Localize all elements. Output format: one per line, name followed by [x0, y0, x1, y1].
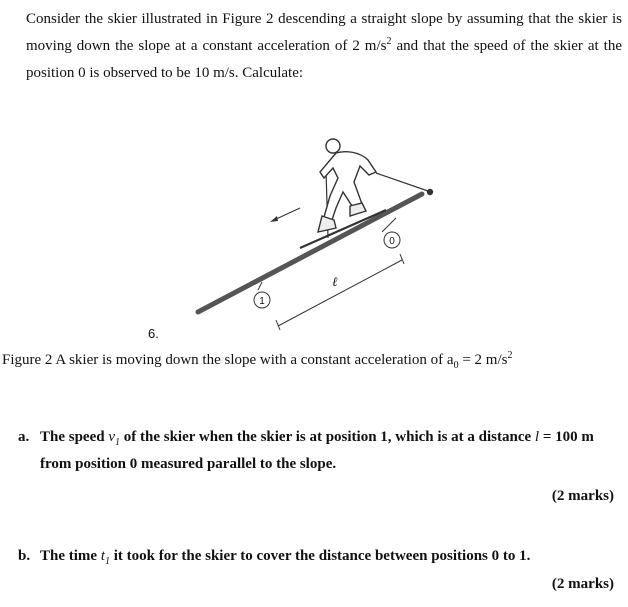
question-a-text-3: = 100 m from position 0 measured parallel to the slope. — [40, 429, 594, 472]
question-a-text-1: The speed — [40, 429, 109, 445]
question-a-var-sub: 1 — [115, 437, 121, 448]
question-b — [18, 543, 622, 570]
question-b-text-1: The time — [40, 548, 101, 564]
caption-text-2: = 2 m/s — [458, 352, 508, 368]
figure-number: 6. — [148, 326, 159, 341]
position-1-marker — [254, 282, 270, 308]
question-b-text — [40, 543, 622, 570]
question-a-text-2: of the skier when the skier is at position 1, which is at a distance — [120, 429, 535, 445]
question-a-var: v — [108, 429, 116, 445]
position-1-label: 1 — [259, 296, 265, 307]
problem-intro — [26, 6, 622, 87]
intro-superscript: 2 — [386, 36, 392, 47]
caption-text: Figure 2 A skier is moving down the slope with a constant acceleration of a — [2, 352, 454, 368]
question-a-text — [40, 424, 622, 478]
question-a-var2: l — [534, 429, 540, 445]
intro-text-1: Consider the skier illustrated in Figure 2 descending a straight slope by assuming that the skier is moving down the slope at a constant acceleration of 2 m/s — [26, 11, 622, 54]
question-a — [18, 424, 622, 478]
skier-figure — [150, 98, 450, 348]
question-b-label: b. — [18, 548, 31, 564]
question-a-label: a. — [18, 429, 30, 445]
caption-superscript: 2 — [507, 350, 513, 361]
motion-arrow — [270, 208, 300, 222]
position-0-label: 0 — [389, 236, 395, 247]
distance-label: ℓ — [332, 274, 338, 289]
skier-icon — [300, 139, 433, 248]
question-a-marks: (2 marks) — [551, 488, 614, 504]
slope-line — [198, 194, 422, 312]
intro-text-2: and that the speed of the skier at the position 0 is observed to be 10 m/s. Calculate: — [26, 38, 622, 81]
question-b-var: t — [100, 548, 105, 564]
question-b-marks: (2 marks) — [551, 576, 614, 592]
figure-caption — [2, 352, 512, 369]
question-b-text-2: it took for the skier to cover the distance between positions 0 to 1. — [110, 548, 531, 564]
distance-dimension — [276, 254, 404, 330]
question-b-var-sub: 1 — [105, 556, 110, 567]
position-0-marker — [382, 218, 400, 248]
caption-subscript: 0 — [453, 360, 459, 371]
